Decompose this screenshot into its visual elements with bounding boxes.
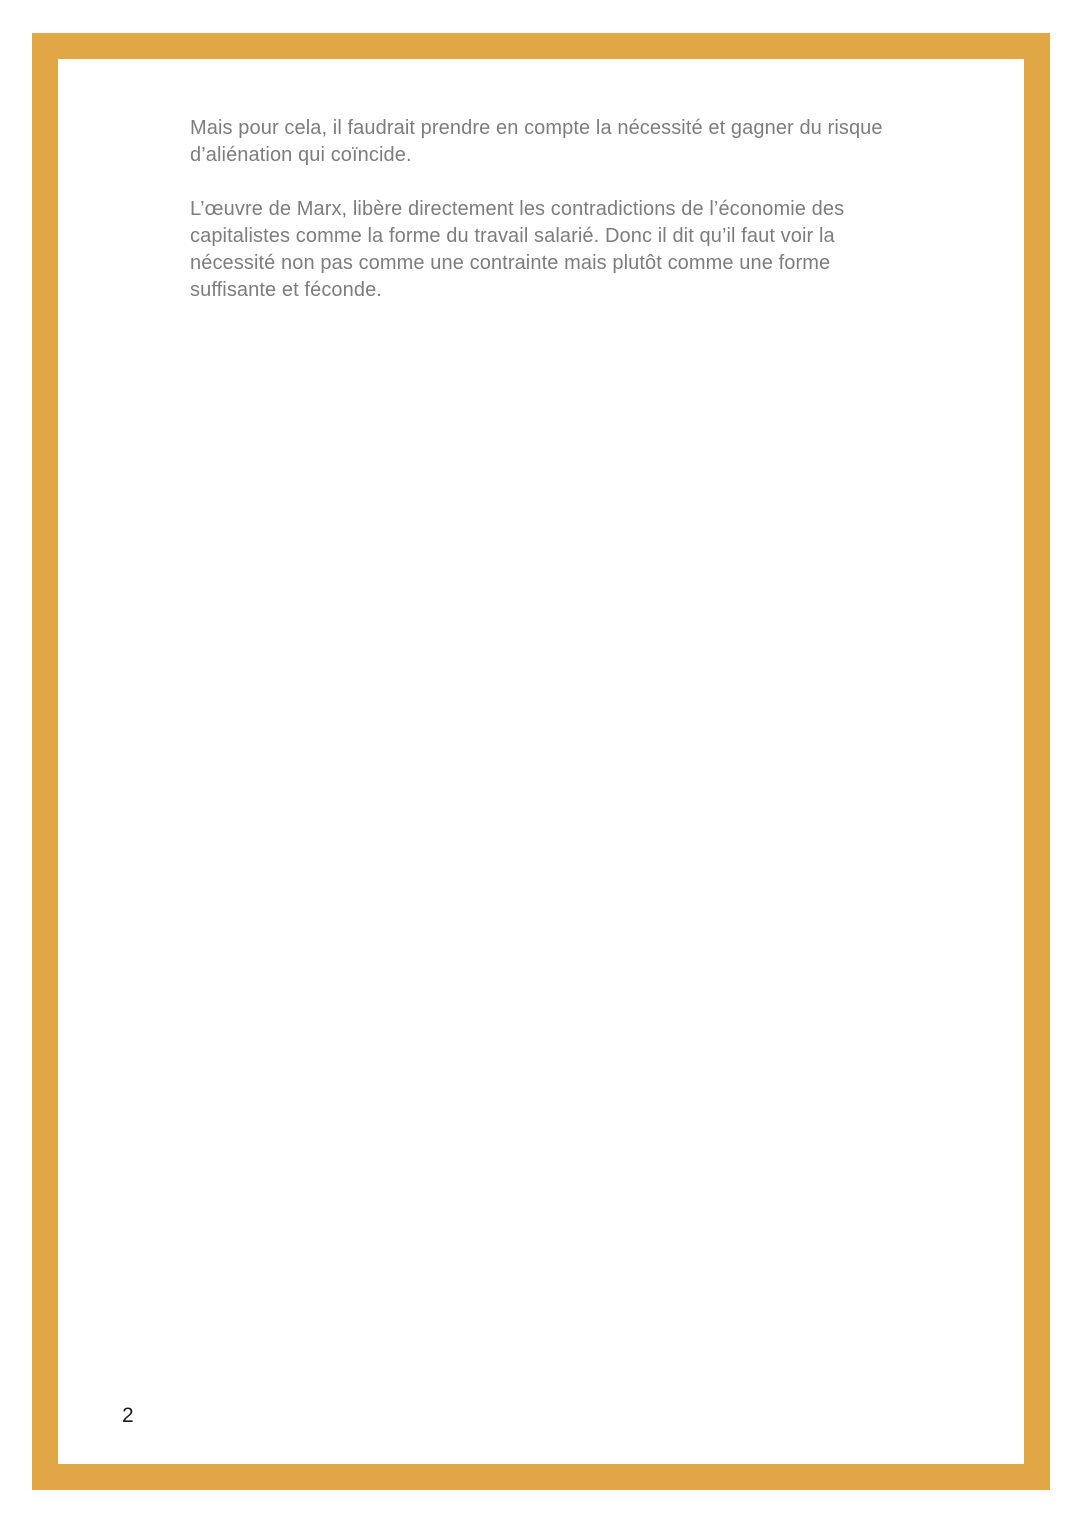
paragraph-2 xyxy=(190,196,960,304)
paragraph-2-line-4: suffisante et féconde. xyxy=(190,279,382,301)
paragraph-2-line-3: nécessité non pas comme une contrainte mais plutôt comme une forme xyxy=(190,252,831,274)
paragraph-1-line-2: d’aliénation qui coïncide. xyxy=(190,144,412,166)
paragraph-1 xyxy=(190,115,960,169)
paragraph-2-line-2: capitalistes comme la forme du travail salarié. Donc il dit qu’il faut voir la xyxy=(190,225,835,247)
document-body-text xyxy=(190,115,960,304)
paragraph-1-line-1: Mais pour cela, il faudrait prendre en compte la nécessité et gagner du risque xyxy=(190,117,883,139)
page-number: 2 xyxy=(122,1404,134,1427)
paragraph-2-line-1: L’œuvre de Marx, libère directement les contradictions de l’économie des xyxy=(190,198,845,220)
